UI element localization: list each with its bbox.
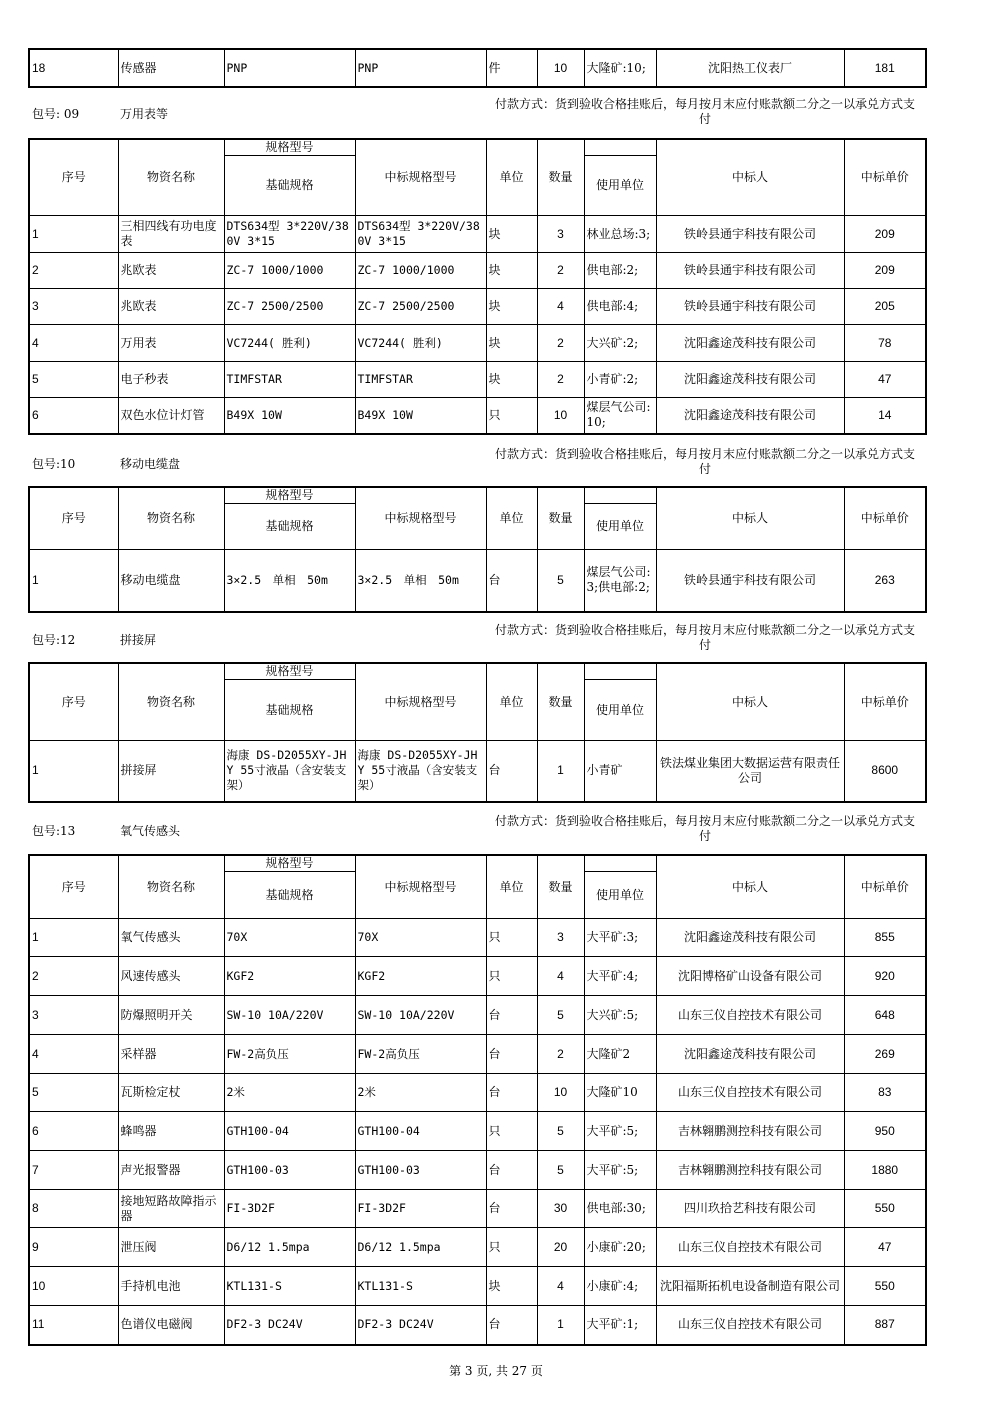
cell-bid-spec: TIMFSTAR — [355, 362, 486, 398]
cell-base-spec: DF2-3 DC24V — [224, 1306, 355, 1345]
header-unit: 单位 — [486, 855, 537, 919]
header-row — [29, 663, 926, 680]
cell-bid-spec: PNP — [355, 49, 486, 87]
cell-bid-spec: KGF2 — [355, 957, 486, 996]
cell-price: 887 — [844, 1306, 926, 1345]
header-user-blank — [584, 487, 656, 504]
cell-base-spec: ZC-7 2500/2500 — [224, 289, 355, 325]
header-unit: 单位 — [486, 663, 537, 741]
cell-winner: 沈阳鑫途茂科技有限公司 — [656, 325, 844, 362]
cell-seq: 18 — [29, 49, 118, 87]
cell-seq: 2 — [29, 957, 118, 996]
header-user: 使用单位 — [584, 504, 656, 550]
cell-qty: 2 — [537, 1035, 584, 1074]
cell-winner: 铁岭县通宇科技有限公司 — [656, 550, 844, 612]
page-footer: 第 3 页, 共 27 页 — [449, 1364, 543, 1378]
cell-seq: 1 — [29, 919, 118, 957]
header-qty: 数量 — [537, 139, 584, 216]
header-unit: 单位 — [486, 139, 537, 216]
cell-unit: 台 — [486, 1035, 537, 1074]
cell-base-spec: SW-10 10A/220V — [224, 996, 355, 1035]
header-price: 中标单价 — [844, 487, 926, 550]
cell-unit: 台 — [486, 550, 537, 612]
cell-user: 大平矿:3; — [584, 919, 656, 957]
cell-seq: 6 — [29, 1112, 118, 1151]
table-row — [29, 1190, 926, 1228]
cell-qty: 1 — [537, 1306, 584, 1345]
cell-winner: 沈阳鑫途茂科技有限公司 — [656, 398, 844, 434]
cell-unit: 件 — [486, 49, 537, 87]
cell-seq: 3 — [29, 289, 118, 325]
cell-unit: 块 — [486, 289, 537, 325]
cell-winner: 沈阳鑫途茂科技有限公司 — [656, 919, 844, 957]
cell-winner: 山东三仪自控技术有限公司 — [656, 1306, 844, 1345]
table-row — [29, 1228, 926, 1267]
header-seq: 序号 — [29, 663, 118, 741]
cell-seq: 4 — [29, 325, 118, 362]
package-title: 拼接屏 — [120, 633, 157, 647]
cell-user: 林业总场:3; — [584, 216, 656, 253]
cell-base-spec: 2米 — [224, 1074, 355, 1112]
cell-bid-spec: GTH100-03 — [355, 1151, 486, 1190]
header-user-blank — [584, 855, 656, 872]
cell-seq: 5 — [29, 362, 118, 398]
cell-name: 氧气传感头 — [118, 919, 224, 957]
header-row — [29, 139, 926, 156]
table-row — [29, 289, 926, 325]
cell-bid-spec: GTH100-04 — [355, 1112, 486, 1151]
cell-qty: 20 — [537, 1228, 584, 1267]
cell-unit: 块 — [486, 253, 537, 289]
cell-user: 大隆矿:10; — [584, 49, 656, 87]
cell-unit: 块 — [486, 1267, 537, 1306]
cell-price: 181 — [844, 49, 926, 87]
cell-user: 煤层气公司:10; — [584, 398, 656, 434]
cell-winner: 沈阳热工仪表厂 — [656, 49, 844, 87]
cell-unit: 台 — [486, 1190, 537, 1228]
cell-unit: 只 — [486, 919, 537, 957]
cell-user: 大平矿:4; — [584, 957, 656, 996]
package-table — [28, 662, 927, 803]
header-base-spec: 基础规格 — [224, 680, 355, 741]
payment-terms: 付款方式：货到验收合格挂账后，每月按月末应付账款额二分之一以承兑方式支付 — [494, 623, 915, 652]
cell-winner: 吉林翱鹏测控科技有限公司 — [656, 1151, 844, 1190]
cell-price: 269 — [844, 1035, 926, 1074]
cell-seq: 1 — [29, 550, 118, 612]
table-row — [29, 1151, 926, 1190]
top-continuation-table — [28, 48, 927, 88]
cell-base-spec: DTS634型 3*220V/380V 3*15 — [224, 216, 355, 253]
cell-price: 950 — [844, 1112, 926, 1151]
cell-base-spec: GTH100-03 — [224, 1151, 355, 1190]
package-table — [28, 854, 927, 1346]
cell-unit: 块 — [486, 325, 537, 362]
table-row — [29, 398, 926, 434]
header-base-spec: 基础规格 — [224, 156, 355, 216]
header-row — [29, 487, 926, 504]
cell-price: 78 — [844, 325, 926, 362]
header-bid-spec: 中标规格型号 — [355, 663, 486, 741]
cell-bid-spec: SW-10 10A/220V — [355, 996, 486, 1035]
cell-name: 三相四线有功电度表 — [118, 216, 224, 253]
header-bid-spec: 中标规格型号 — [355, 139, 486, 216]
cell-bid-spec: KTL131-S — [355, 1267, 486, 1306]
header-user: 使用单位 — [584, 872, 656, 919]
cell-winner: 铁岭县通宇科技有限公司 — [656, 216, 844, 253]
cell-qty: 3 — [537, 919, 584, 957]
cell-unit: 只 — [486, 1228, 537, 1267]
package-label: 包号:12 — [32, 633, 76, 647]
cell-unit: 台 — [486, 1074, 537, 1112]
cell-qty: 2 — [537, 325, 584, 362]
header-seq: 序号 — [29, 139, 118, 216]
cell-user: 大兴矿:5; — [584, 996, 656, 1035]
cell-bid-spec: 3×2.5 单相 50m — [355, 550, 486, 612]
cell-price: 8600 — [844, 741, 926, 802]
table-row — [29, 550, 926, 612]
cell-base-spec: 海康 DS-D2055XY-JHY 55寸液晶（含安装支架） — [224, 741, 355, 802]
cell-user: 大平矿:5; — [584, 1151, 656, 1190]
cell-winner: 四川玖拾艺科技有限公司 — [656, 1190, 844, 1228]
table-row — [29, 1112, 926, 1151]
header-winner: 中标人 — [656, 663, 844, 741]
cell-seq: 7 — [29, 1151, 118, 1190]
cell-qty: 4 — [537, 957, 584, 996]
table-row — [29, 1306, 926, 1345]
cell-base-spec: 3×2.5 单相 50m — [224, 550, 355, 612]
header-spec-group: 规格型号 — [224, 487, 355, 504]
cell-qty: 3 — [537, 216, 584, 253]
cell-unit: 台 — [486, 1151, 537, 1190]
cell-winner: 沈阳博格矿山设备有限公司 — [656, 957, 844, 996]
cell-qty: 2 — [537, 253, 584, 289]
package-label: 包号:10 — [32, 457, 76, 471]
cell-unit: 只 — [486, 1112, 537, 1151]
cell-user: 供电部:2; — [584, 253, 656, 289]
cell-seq: 8 — [29, 1190, 118, 1228]
table-row — [29, 253, 926, 289]
cell-bid-spec: DTS634型 3*220V/380V 3*15 — [355, 216, 486, 253]
cell-base-spec: B49X 10W — [224, 398, 355, 434]
cell-qty: 5 — [537, 1112, 584, 1151]
cell-winner: 铁岭县通宇科技有限公司 — [656, 289, 844, 325]
cell-qty: 4 — [537, 1267, 584, 1306]
header-price: 中标单价 — [844, 855, 926, 919]
cell-user: 供电部:4; — [584, 289, 656, 325]
cell-name: 蜂鸣器 — [118, 1112, 224, 1151]
cell-unit: 只 — [486, 957, 537, 996]
cell-winner: 沈阳福斯拓机电设备制造有限公司 — [656, 1267, 844, 1306]
cell-price: 209 — [844, 216, 926, 253]
cell-qty: 5 — [537, 550, 584, 612]
cell-seq: 10 — [29, 1267, 118, 1306]
cell-bid-spec: ZC-7 2500/2500 — [355, 289, 486, 325]
cell-name: 采样器 — [118, 1035, 224, 1074]
header-qty: 数量 — [537, 663, 584, 741]
table-row — [29, 741, 926, 802]
package-title: 氧气传感头 — [120, 824, 181, 838]
cell-name: 泄压阀 — [118, 1228, 224, 1267]
cell-name: 接地短路故障指示器 — [118, 1190, 224, 1228]
cell-seq: 5 — [29, 1074, 118, 1112]
cell-winner: 山东三仪自控技术有限公司 — [656, 1074, 844, 1112]
cell-winner: 山东三仪自控技术有限公司 — [656, 996, 844, 1035]
cell-price: 1880 — [844, 1151, 926, 1190]
header-qty: 数量 — [537, 487, 584, 550]
cell-bid-spec: D6/12 1.5mpa — [355, 1228, 486, 1267]
header-bid-spec: 中标规格型号 — [355, 855, 486, 919]
header-spec-group: 规格型号 — [224, 139, 355, 156]
cell-user: 小青矿 — [584, 741, 656, 802]
cell-winner: 山东三仪自控技术有限公司 — [656, 1228, 844, 1267]
cell-bid-spec: 海康 DS-D2055XY-JHY 55寸液晶（含安装支架） — [355, 741, 486, 802]
cell-seq: 4 — [29, 1035, 118, 1074]
header-name: 物资名称 — [118, 139, 224, 216]
package-title: 移动电缆盘 — [120, 457, 181, 471]
cell-user: 大平矿:5; — [584, 1112, 656, 1151]
payment-terms: 付款方式：货到验收合格挂账后，每月按月末应付账款额二分之一以承兑方式支付 — [494, 447, 915, 476]
cell-qty: 10 — [537, 398, 584, 434]
table-row — [29, 1074, 926, 1112]
table-row — [29, 919, 926, 957]
cell-base-spec: GTH100-04 — [224, 1112, 355, 1151]
table-row — [29, 1035, 926, 1074]
header-price: 中标单价 — [844, 663, 926, 741]
table-row — [29, 216, 926, 253]
cell-base-spec: D6/12 1.5mpa — [224, 1228, 355, 1267]
cell-name: 传感器 — [118, 49, 224, 87]
cell-seq: 1 — [29, 216, 118, 253]
header-user-blank — [584, 139, 656, 156]
cell-name: 拼接屏 — [118, 741, 224, 802]
cell-unit: 台 — [486, 1306, 537, 1345]
cell-name: 色谱仪电磁阀 — [118, 1306, 224, 1345]
header-user-blank — [584, 663, 656, 680]
header-user: 使用单位 — [584, 680, 656, 741]
table-row — [29, 362, 926, 398]
cell-base-spec: TIMFSTAR — [224, 362, 355, 398]
cell-price: 550 — [844, 1190, 926, 1228]
payment-terms: 付款方式：货到验收合格挂账后，每月按月末应付账款额二分之一以承兑方式支付 — [494, 97, 915, 126]
cell-qty: 10 — [537, 49, 584, 87]
package-label: 包号:13 — [32, 824, 76, 838]
cell-price: 47 — [844, 362, 926, 398]
package-table — [28, 138, 927, 435]
cell-unit: 台 — [486, 996, 537, 1035]
cell-price: 209 — [844, 253, 926, 289]
cell-winner: 吉林翱鹏测控科技有限公司 — [656, 1112, 844, 1151]
cell-seq: 2 — [29, 253, 118, 289]
header-user: 使用单位 — [584, 156, 656, 216]
cell-bid-spec: ZC-7 1000/1000 — [355, 253, 486, 289]
cell-qty: 1 — [537, 741, 584, 802]
package-title: 万用表等 — [120, 107, 169, 121]
cell-name: 兆欧表 — [118, 253, 224, 289]
cell-name: 风速传感头 — [118, 957, 224, 996]
cell-bid-spec: DF2-3 DC24V — [355, 1306, 486, 1345]
cell-price: 550 — [844, 1267, 926, 1306]
table-row — [29, 325, 926, 362]
header-winner: 中标人 — [656, 487, 844, 550]
cell-base-spec: FI-3D2F — [224, 1190, 355, 1228]
cell-bid-spec: B49X 10W — [355, 398, 486, 434]
header-unit: 单位 — [486, 487, 537, 550]
cell-qty: 5 — [537, 1151, 584, 1190]
header-spec-group: 规格型号 — [224, 855, 355, 872]
cell-price: 648 — [844, 996, 926, 1035]
cell-price: 855 — [844, 919, 926, 957]
cell-name: 防爆照明开关 — [118, 996, 224, 1035]
cell-unit: 只 — [486, 398, 537, 434]
cell-seq: 9 — [29, 1228, 118, 1267]
cell-qty: 4 — [537, 289, 584, 325]
cell-price: 920 — [844, 957, 926, 996]
cell-base-spec: ZC-7 1000/1000 — [224, 253, 355, 289]
cell-base-spec: 70X — [224, 919, 355, 957]
cell-unit: 台 — [486, 741, 537, 802]
cell-user: 大兴矿:2; — [584, 325, 656, 362]
cell-user: 煤层气公司:3;供电部:2; — [584, 550, 656, 612]
cell-winner: 沈阳鑫途茂科技有限公司 — [656, 362, 844, 398]
header-seq: 序号 — [29, 487, 118, 550]
cell-qty: 2 — [537, 362, 584, 398]
header-spec-group: 规格型号 — [224, 663, 355, 680]
cell-user: 大隆矿10 — [584, 1074, 656, 1112]
cell-seq: 6 — [29, 398, 118, 434]
header-qty: 数量 — [537, 855, 584, 919]
cell-qty: 5 — [537, 996, 584, 1035]
cell-bid-spec: FI-3D2F — [355, 1190, 486, 1228]
cell-qty: 30 — [537, 1190, 584, 1228]
cell-base-spec: PNP — [224, 49, 355, 87]
package-table — [28, 486, 927, 613]
cell-name: 兆欧表 — [118, 289, 224, 325]
cell-user: 供电部:30; — [584, 1190, 656, 1228]
cell-name: 声光报警器 — [118, 1151, 224, 1190]
cell-name: 移动电缆盘 — [118, 550, 224, 612]
header-price: 中标单价 — [844, 139, 926, 216]
cell-seq: 11 — [29, 1306, 118, 1345]
package-label: 包号: 09 — [32, 107, 80, 121]
cell-price: 205 — [844, 289, 926, 325]
cell-name: 电子秒表 — [118, 362, 224, 398]
cell-bid-spec: 2米 — [355, 1074, 486, 1112]
cell-unit: 块 — [486, 216, 537, 253]
cell-price: 14 — [844, 398, 926, 434]
cell-unit: 块 — [486, 362, 537, 398]
header-name: 物资名称 — [118, 487, 224, 550]
cell-name: 万用表 — [118, 325, 224, 362]
header-winner: 中标人 — [656, 855, 844, 919]
header-bid-spec: 中标规格型号 — [355, 487, 486, 550]
cell-user: 大隆矿2 — [584, 1035, 656, 1074]
cell-bid-spec: FW-2高负压 — [355, 1035, 486, 1074]
header-winner: 中标人 — [656, 139, 844, 216]
cell-price: 47 — [844, 1228, 926, 1267]
cell-price: 83 — [844, 1074, 926, 1112]
cell-qty: 10 — [537, 1074, 584, 1112]
cell-price: 263 — [844, 550, 926, 612]
cell-base-spec: KGF2 — [224, 957, 355, 996]
cell-base-spec: KTL131-S — [224, 1267, 355, 1306]
header-name: 物资名称 — [118, 663, 224, 741]
cell-user: 大平矿:1; — [584, 1306, 656, 1345]
cell-bid-spec: 70X — [355, 919, 486, 957]
cell-name: 手持机电池 — [118, 1267, 224, 1306]
cell-name: 双色水位计灯管 — [118, 398, 224, 434]
header-name: 物资名称 — [118, 855, 224, 919]
cell-winner: 铁岭县通宇科技有限公司 — [656, 253, 844, 289]
cell-name: 瓦斯检定杖 — [118, 1074, 224, 1112]
cell-winner: 沈阳鑫途茂科技有限公司 — [656, 1035, 844, 1074]
cell-winner: 铁法煤业集团大数据运营有限责任公司 — [656, 741, 844, 802]
cell-base-spec: VC7244( 胜利) — [224, 325, 355, 362]
cell-seq: 3 — [29, 996, 118, 1035]
cell-bid-spec: VC7244( 胜利) — [355, 325, 486, 362]
table-row — [29, 1267, 926, 1306]
header-seq: 序号 — [29, 855, 118, 919]
table-row — [29, 49, 926, 87]
cell-seq: 1 — [29, 741, 118, 802]
header-row — [29, 855, 926, 872]
table-row — [29, 996, 926, 1035]
cell-user: 小青矿:2; — [584, 362, 656, 398]
cell-base-spec: FW-2高负压 — [224, 1035, 355, 1074]
header-base-spec: 基础规格 — [224, 504, 355, 550]
cell-user: 小康矿:20; — [584, 1228, 656, 1267]
cell-user: 小康矿:4; — [584, 1267, 656, 1306]
table-row — [29, 957, 926, 996]
header-base-spec: 基础规格 — [224, 872, 355, 919]
payment-terms: 付款方式：货到验收合格挂账后，每月按月末应付账款额二分之一以承兑方式支付 — [494, 814, 915, 843]
